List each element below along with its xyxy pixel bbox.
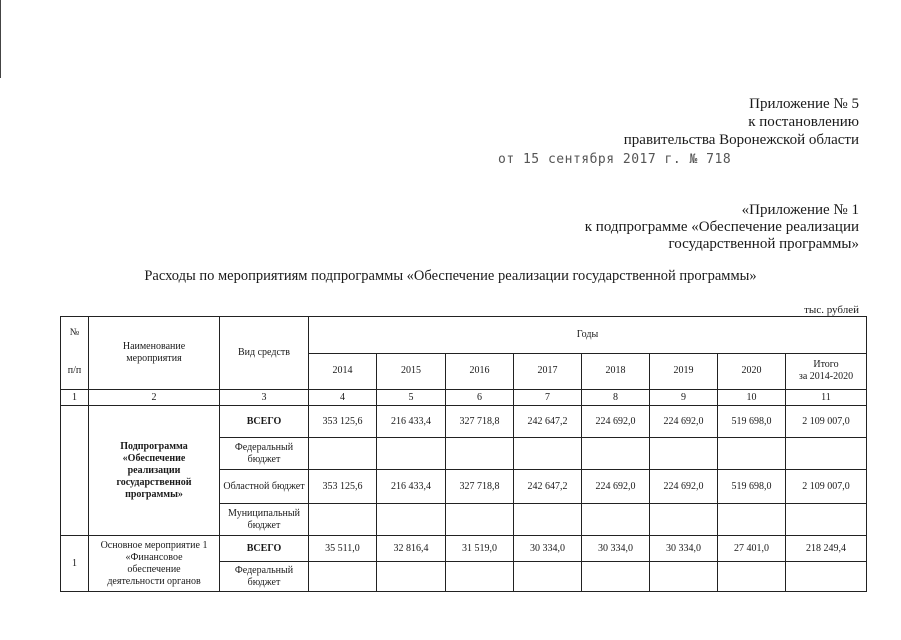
- funding-type-municipal: Муниципальный бюджет: [220, 504, 309, 536]
- value-cell: 224 692,0: [582, 470, 650, 504]
- value-cell: [582, 562, 650, 592]
- value-cell: [786, 562, 867, 592]
- value-cell: 216 433,4: [377, 470, 446, 504]
- subprogram-name: Подпрограмма «Обеспечение реализации государственной программы»: [89, 406, 220, 536]
- value-cell: [446, 562, 514, 592]
- value-cell: 353 125,6: [309, 406, 377, 438]
- value-cell: 218 249,4: [786, 536, 867, 562]
- measure-number: 1: [61, 536, 89, 592]
- value-cell: 519 698,0: [718, 470, 786, 504]
- value-cell: 31 519,0: [446, 536, 514, 562]
- value-cell: 2 109 007,0: [786, 470, 867, 504]
- value-cell: 32 816,4: [377, 536, 446, 562]
- value-cell: [650, 562, 718, 592]
- header-total-line1: Итого: [813, 359, 839, 371]
- value-cell: 27 401,0: [718, 536, 786, 562]
- value-cell: [309, 438, 377, 470]
- value-cell: [309, 504, 377, 536]
- value-cell: 30 334,0: [650, 536, 718, 562]
- appendix-to-resolution: к постановлению: [748, 114, 859, 130]
- value-cell: [650, 504, 718, 536]
- value-cell: 242 647,2: [514, 470, 582, 504]
- column-number: 10: [718, 390, 786, 406]
- header-year: 2018: [582, 353, 650, 390]
- value-cell: [786, 504, 867, 536]
- value-cell: [377, 438, 446, 470]
- table-row: [61, 406, 867, 438]
- expenses-table: [60, 316, 867, 592]
- value-cell: 224 692,0: [650, 470, 718, 504]
- funding-type-federal: Федеральный бюджет: [220, 562, 309, 592]
- annex-state-program: государственной программы»: [668, 236, 859, 252]
- document-title: Расходы по мероприятиям подпрограммы «Обеспечение реализации государственной программы»: [144, 268, 757, 284]
- column-number: 5: [377, 390, 446, 406]
- value-cell: 327 718,8: [446, 406, 514, 438]
- value-cell: [582, 504, 650, 536]
- value-cell: [446, 504, 514, 536]
- value-cell: [582, 438, 650, 470]
- value-cell: 30 334,0: [514, 536, 582, 562]
- units-label: тыс. рублей: [804, 304, 859, 316]
- value-cell: [446, 438, 514, 470]
- value-cell: 30 334,0: [582, 536, 650, 562]
- header-total-line2: за 2014-2020: [798, 371, 854, 383]
- column-number: 1: [61, 390, 89, 406]
- header-year: 2020: [718, 353, 786, 390]
- value-cell: [309, 562, 377, 592]
- header-cell-years: Годы: [309, 317, 867, 354]
- value-cell: [514, 504, 582, 536]
- column-number: 8: [582, 390, 650, 406]
- value-cell: [718, 562, 786, 592]
- value-cell: 353 125,6: [309, 470, 377, 504]
- funding-type-total: ВСЕГО: [220, 536, 309, 562]
- funding-type-federal: Федеральный бюджет: [220, 438, 309, 470]
- value-cell: 35 511,0: [309, 536, 377, 562]
- value-cell: [514, 438, 582, 470]
- column-number: 2: [89, 390, 220, 406]
- annex-subprogram: к подпрограмме «Обеспечение реализации: [584, 219, 859, 235]
- value-cell: [786, 438, 867, 470]
- value-cell: [718, 504, 786, 536]
- value-cell: 224 692,0: [650, 406, 718, 438]
- value-cell: 216 433,4: [377, 406, 446, 438]
- column-number: 6: [446, 390, 514, 406]
- value-cell: 2 109 007,0: [786, 406, 867, 438]
- date-number-stamp: от 15 сентября 2017 г. № 718: [498, 152, 732, 167]
- column-number: 7: [514, 390, 582, 406]
- annex-number: «Приложение № 1: [741, 202, 859, 218]
- funding-type-regional: Областной бюджет: [220, 470, 309, 504]
- header-year: 2014: [309, 353, 377, 390]
- appendix-number: Приложение № 5: [749, 96, 859, 112]
- value-cell: 242 647,2: [514, 406, 582, 438]
- funding-type-total: ВСЕГО: [220, 406, 309, 438]
- column-number: 4: [309, 390, 377, 406]
- measure-name: Основное мероприятие 1 «Финансовое обеспечение деятельности органов: [89, 536, 220, 592]
- subprogram-number-cell: [61, 406, 89, 536]
- value-cell: 224 692,0: [582, 406, 650, 438]
- header-year: 2016: [446, 353, 514, 390]
- value-cell: [514, 562, 582, 592]
- value-cell: [718, 438, 786, 470]
- column-number: 11: [786, 390, 867, 406]
- header-cell-name: Наименование мероприятия: [89, 317, 220, 390]
- header-number-sign: №: [69, 327, 80, 338]
- table-row: [61, 536, 867, 562]
- header-year: 2017: [514, 353, 582, 390]
- appendix-government: правительства Воронежской области: [623, 132, 859, 148]
- header-cell-type: Вид средств: [220, 317, 309, 390]
- header-year: 2015: [377, 353, 446, 390]
- column-number: 9: [650, 390, 718, 406]
- scan-edge-line: [0, 0, 1, 78]
- header-number-pp: п/п: [67, 365, 82, 376]
- value-cell: [377, 504, 446, 536]
- value-cell: [377, 562, 446, 592]
- value-cell: [650, 438, 718, 470]
- header-total: [786, 353, 867, 390]
- value-cell: 327 718,8: [446, 470, 514, 504]
- value-cell: 519 698,0: [718, 406, 786, 438]
- column-number: 3: [220, 390, 309, 406]
- header-year: 2019: [650, 353, 718, 390]
- header-cell-number: [61, 317, 89, 390]
